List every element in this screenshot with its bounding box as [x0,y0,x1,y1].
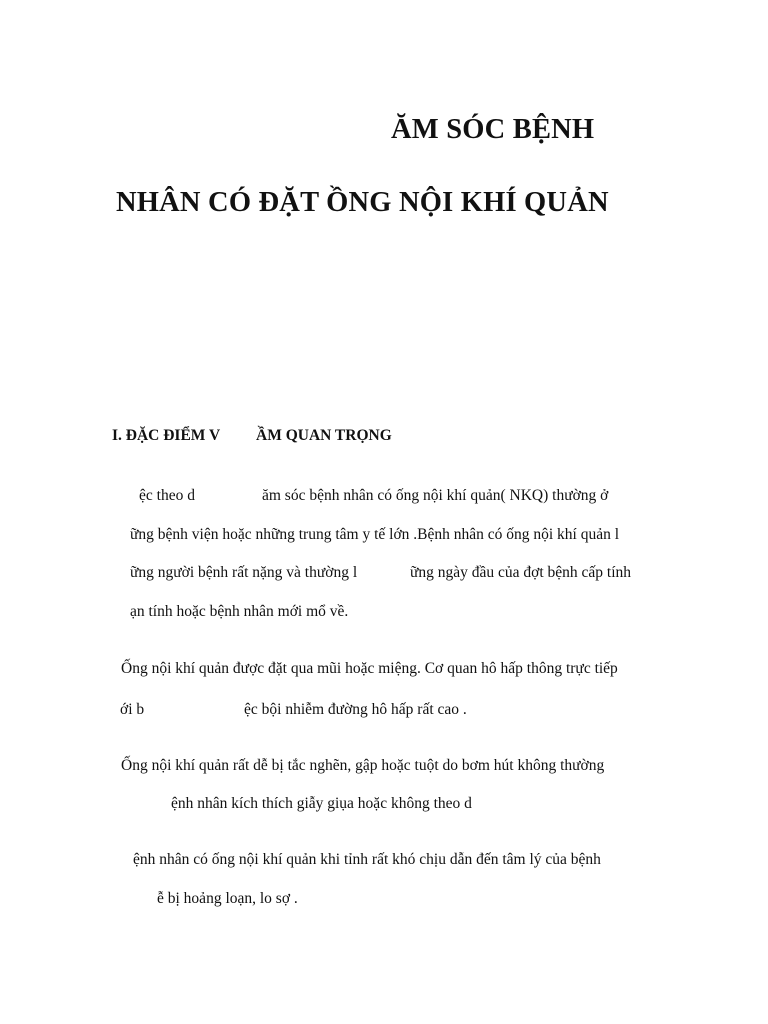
title-line-2: NHÂN CÓ ĐẶT ỒNG NỘI KHÍ QUẢN [116,187,609,218]
paragraph-2-line-2-left: ới b [120,701,145,718]
paragraph-1-line-1-left: ệc theo d [139,487,195,504]
paragraph-2-line-2-right: ệc bội nhiễm đường hô hấp rất cao . [244,701,467,718]
paragraph-2-line-1: Ống nội khí quản được đặt qua mũi hoặc miệng. Cơ quan hô hấp thông trực tiếp [121,660,618,677]
paragraph-4-line-1: ệnh nhân có ống nội khí quản khi tỉnh rất khó chịu dẫn đến tâm lý của bệnh [133,851,601,868]
section-heading-left: I. ĐẶC ĐIỂM V [112,427,221,444]
paragraph-3-line-2: ệnh nhân kích thích giẫy giụa hoặc không theo d [171,795,472,812]
paragraph-4-line-2: ễ bị hoảng loạn, lo sợ . [157,890,298,907]
paragraph-1-line-2: ững bệnh viện hoặc những trung tâm y tế lớn .Bệnh nhân có ống nội khí quản l [130,526,620,543]
paragraph-1-line-4: ạn tính hoặc bệnh nhân mới mổ về. [130,603,349,620]
title-line-1: ĂM SÓC BỆNH [391,114,595,145]
paragraph-3-line-1: Ống nội khí quản rất dễ bị tắc nghẽn, gập hoặc tuột do bơm hút không thường [121,757,605,774]
paragraph-1-line-3-left: ững người bệnh rất nặng và thường l [130,564,358,581]
paragraph-1-line-3-right: ững ngày đầu của đợt bệnh cấp tính [410,564,632,581]
section-heading-right: ẦM QUAN TRỌNG [256,427,392,444]
paragraph-1-line-1-right: ăm sóc bệnh nhân có ống nội khí quản( NKQ) thường ở [262,487,609,504]
